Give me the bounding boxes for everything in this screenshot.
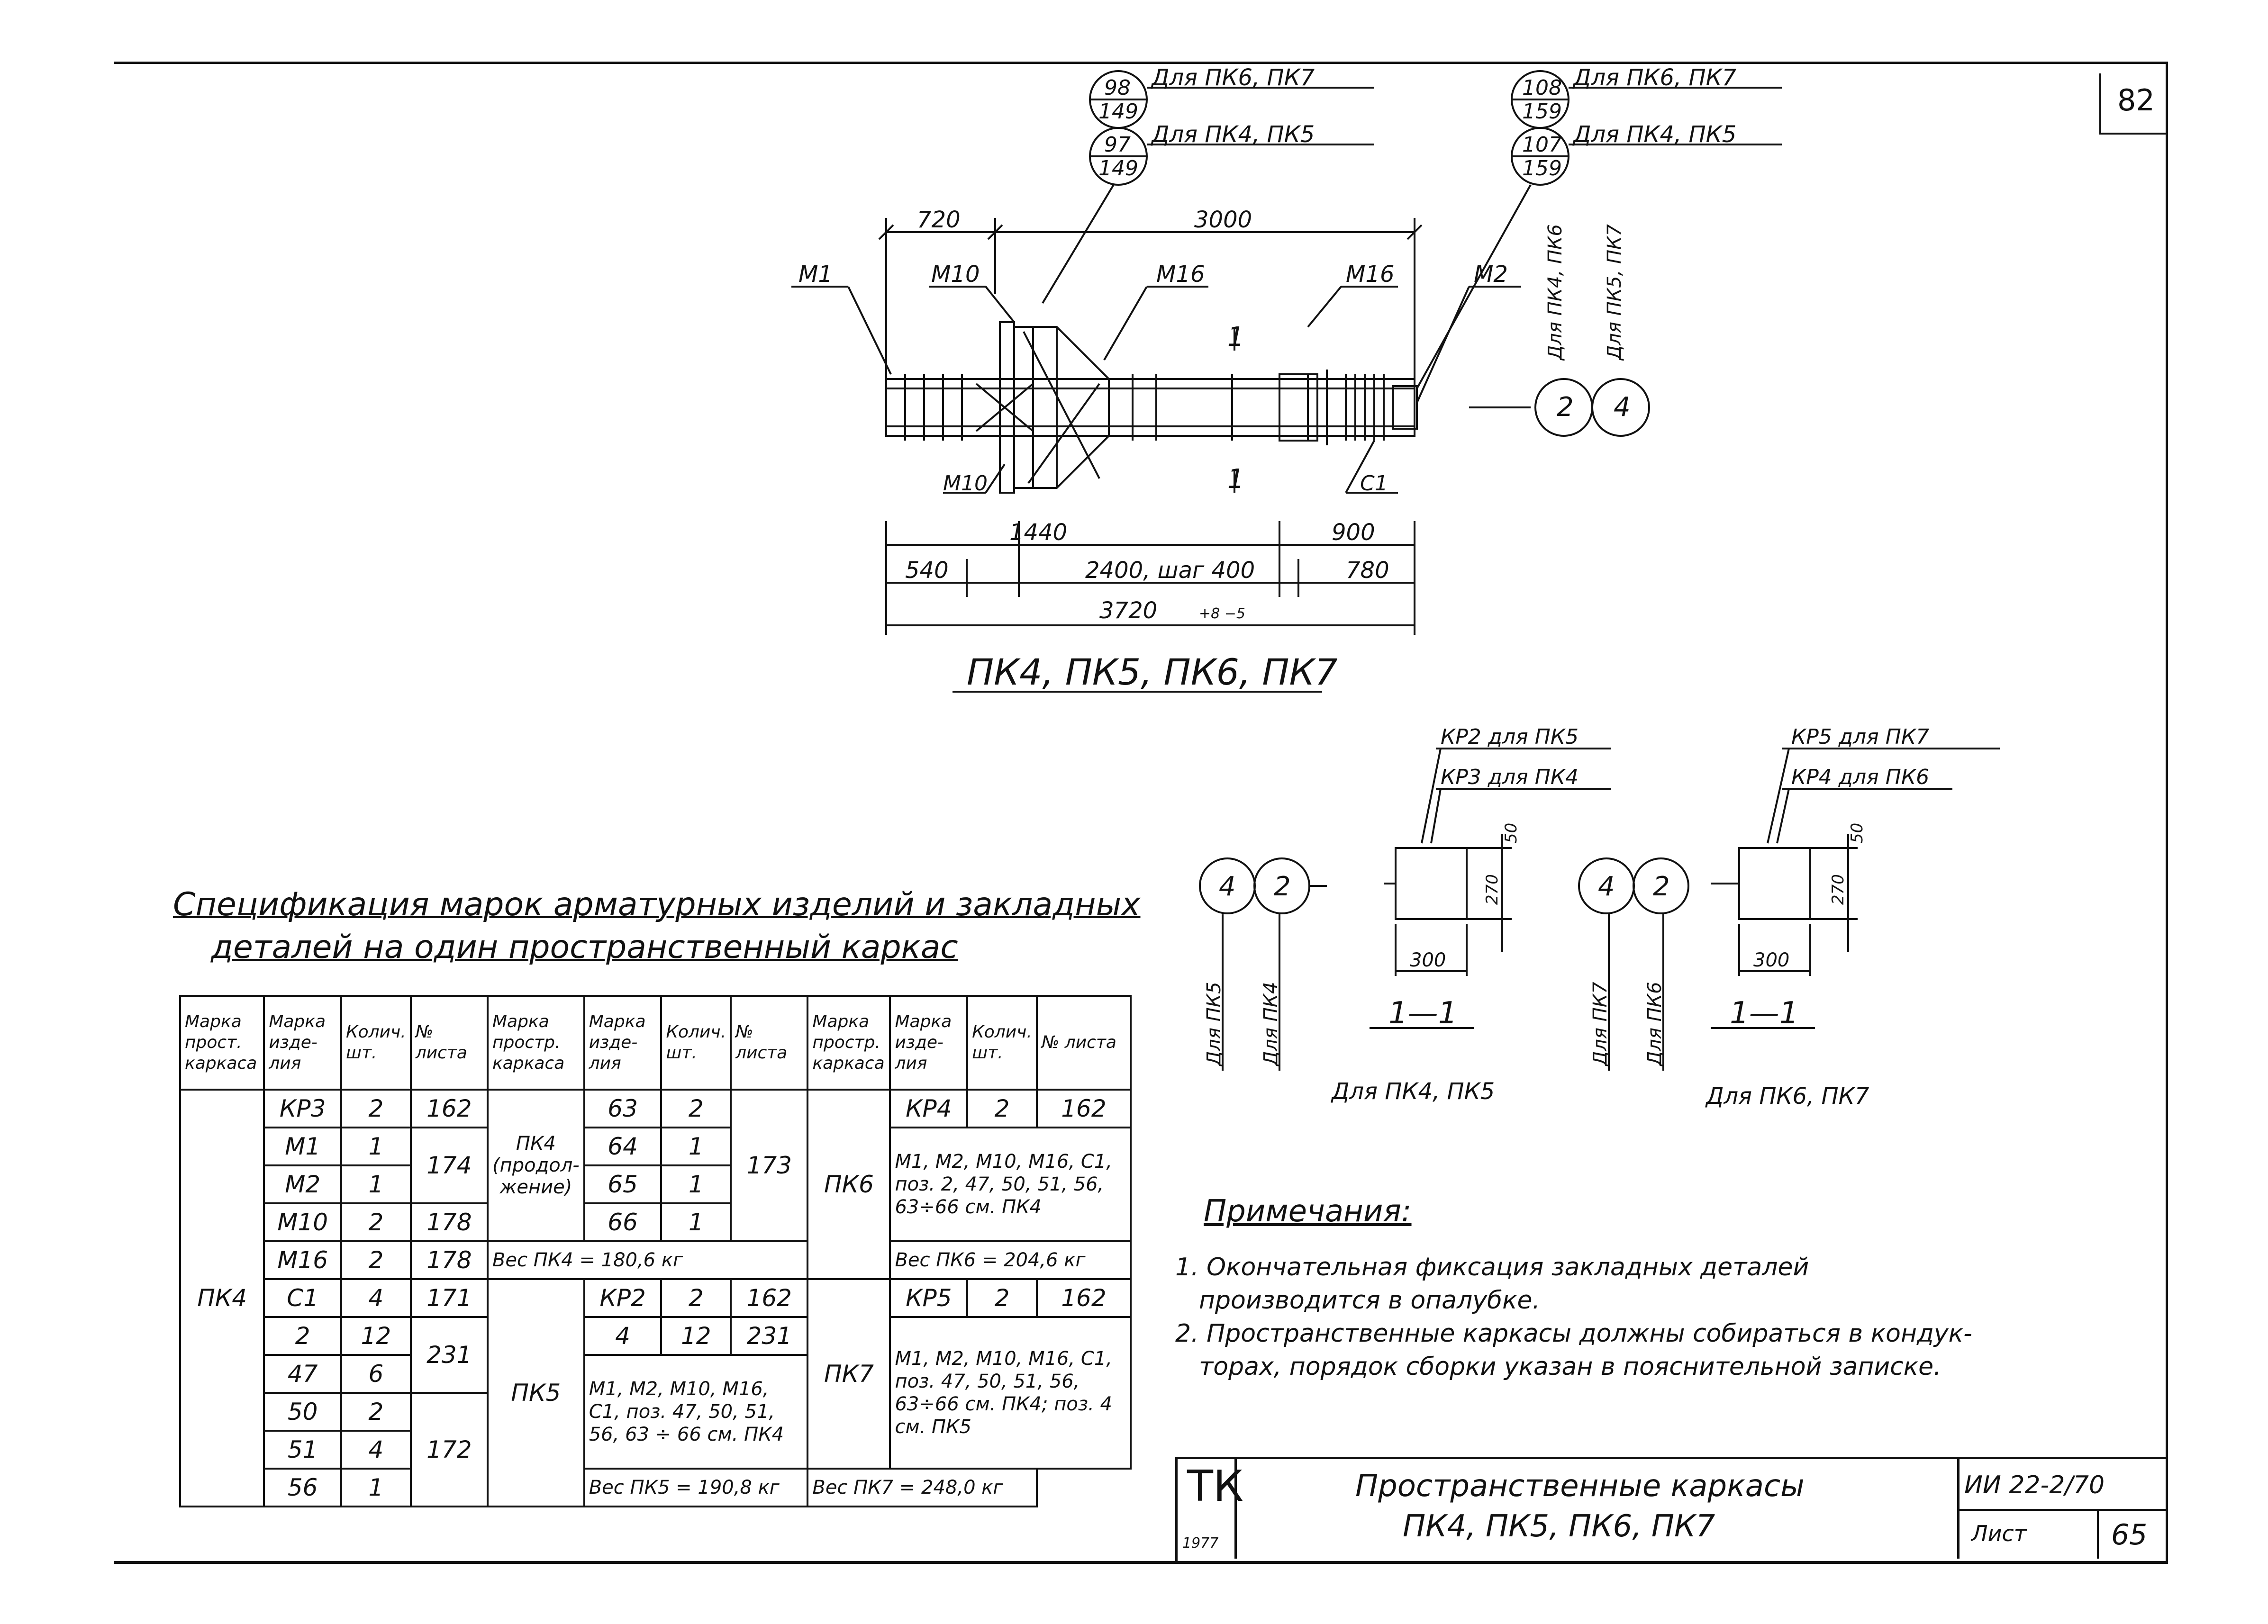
section-mark-bottom: 1 [1227,464,1244,495]
label-m1: М1 [798,261,833,288]
dim-900: 900 [1332,519,1375,546]
callout-rt-text: Для ПК6, ПК7 [1573,64,1737,91]
sheet: 162 [1037,1279,1131,1317]
title-block-title2: ПК4, ПК5, ПК6, ПК7 [1403,1509,1715,1544]
circle-4: 4 [1614,392,1631,423]
label-m16-left: М16 [1156,261,1205,288]
frame-pk7: ПК7 [807,1279,890,1469]
item: КР5 [890,1279,967,1317]
item: М16 [264,1241,341,1279]
header-sheet-3: № листа [1037,996,1131,1090]
s2-dim-270: 270 [1829,874,1848,905]
s1-dim-270: 270 [1483,874,1502,905]
note-1b: производится в опалубке. [1199,1286,1541,1315]
callout-rb-text: Для ПК4, ПК5 [1573,121,1737,148]
item: 64 [584,1128,662,1165]
qty: 2 [341,1090,411,1128]
s2-kp-a: КР5 для ПК7 [1791,725,1930,749]
qty: 2 [967,1279,1037,1317]
item: 50 [264,1393,341,1431]
spec-table [179,995,1132,1507]
year: 1977 [1182,1535,1219,1552]
item: 4 [584,1317,662,1355]
qty: 2 [967,1090,1037,1128]
header-qty-1: Колич. шт. [341,996,411,1090]
callout-rt-num: 108 [1522,76,1562,100]
s2-dim-50: 50 [1848,822,1867,843]
item: М10 [264,1203,341,1241]
label-m16-right: М16 [1346,261,1395,288]
main-drawing-title: ПК4, ПК5, ПК6, ПК7 [967,651,1338,693]
item: 63 [584,1090,662,1128]
sheet: 162 [731,1279,807,1317]
dim-tolerance: +8 −5 [1199,605,1245,622]
item: 47 [264,1355,341,1393]
s1-dim-300: 300 [1410,949,1446,971]
spec-title-line2: деталей на один пространственный каркас [211,929,958,966]
callout-rt-den: 159 [1522,99,1562,124]
item: 51 [264,1431,341,1469]
s2-circle-4: 4 [1598,871,1615,902]
s1-caption: Для ПК4, ПК5 [1332,1078,1495,1105]
qty: 1 [661,1165,731,1203]
sheet: 231 [411,1317,488,1393]
dim-780: 780 [1346,557,1389,584]
item: С1 [264,1279,341,1317]
item: М1 [264,1128,341,1165]
s2-section-label: 1—1 [1730,996,1799,1031]
weight-pk5: Вес ПК5 = 190,8 кг [584,1469,808,1507]
s2-kp-b: КР4 для ПК6 [1791,765,1930,789]
s1-vertical-2: Для ПК4 [1260,982,1282,1066]
dim-3000: 3000 [1194,207,1252,233]
item: 56 [264,1469,341,1507]
logo: ТК [1187,1462,1243,1511]
s1-dim-50: 50 [1502,822,1521,843]
qty: 1 [341,1165,411,1203]
s2-caption: Для ПК6, ПК7 [1706,1083,1869,1110]
label-m10-top: М10 [931,261,980,288]
dim-720: 720 [917,207,961,233]
notes-title: Примечания: [1204,1194,1412,1229]
frame-pk4: ПК4 [180,1090,264,1507]
sheet: 178 [411,1241,488,1279]
item: КР3 [264,1090,341,1128]
qty: 12 [661,1317,731,1355]
weight-pk7: Вес ПК7 = 248,0 кг [807,1469,1036,1507]
callout-lt-text: Для ПК6, ПК7 [1152,64,1315,91]
item: 2 [264,1317,341,1355]
callout-lb-num: 97 [1104,133,1131,157]
qty: 1 [341,1128,411,1165]
label-c1: С1 [1360,471,1388,496]
label-m2: М2 [1474,261,1508,288]
item: КР4 [890,1090,967,1128]
s2-vertical-1: Для ПК7 [1589,982,1611,1066]
qty: 4 [341,1431,411,1469]
qty: 2 [661,1279,731,1317]
callout-lt-num: 98 [1104,76,1131,100]
qty: 12 [341,1317,411,1355]
sheet: 231 [731,1317,807,1355]
header-frame-3: Марка простр. каркаса [807,996,890,1090]
frame-pk6: ПК6 [807,1090,890,1279]
sheet: 172 [411,1393,488,1507]
s1-circle-2: 2 [1274,871,1291,902]
sheet-number-bottom: 65 [2111,1518,2148,1552]
sheet: 174 [411,1128,488,1203]
callout-rb-den: 159 [1522,156,1562,180]
header-sheet-2: № листа [731,996,807,1090]
qty: 1 [341,1469,411,1507]
sheet: 171 [411,1279,488,1317]
section-mark-top: 1 [1227,322,1244,352]
header-qty-3: Колич. шт. [967,996,1037,1090]
sheet: 162 [411,1090,488,1128]
sheet-number: 82 [2117,83,2155,117]
dim-540: 540 [905,557,949,584]
s2-dim-300: 300 [1753,949,1790,971]
callout-lb-den: 149 [1098,156,1138,180]
item: М2 [264,1165,341,1203]
qty: 1 [661,1128,731,1165]
dim-1440: 1440 [1009,519,1068,546]
vertical-label-a: Для ПК4, ПК6 [1544,224,1566,360]
weight-pk6: Вес ПК6 = 204,6 кг [890,1241,1131,1279]
dim-2400: 2400, шаг 400 [1085,557,1255,584]
qty: 2 [341,1241,411,1279]
qty: 4 [341,1279,411,1317]
label-m10-bottom: М10 [943,471,988,496]
callout-lt-den: 149 [1098,99,1138,124]
qty: 2 [661,1090,731,1128]
s2-vertical-2: Для ПК6 [1644,982,1666,1066]
sheet-label: Лист [1971,1521,2027,1546]
callout-rb-num: 107 [1522,133,1562,157]
note-2b: торах, порядок сборки указан в пояснительной записке. [1199,1353,1941,1381]
qty: 2 [341,1203,411,1241]
item: КР2 [584,1279,662,1317]
header-frame-1: Марка прост. каркаса [180,996,264,1090]
note-2a: 2. Пространственные каркасы должны собираться в кондук- [1175,1319,1972,1348]
title-block-title1: Пространственные каркасы [1355,1469,1805,1504]
spec-title-line1: Спецификация марок арматурных изделий и закладных [173,886,1141,923]
s1-kp-b: КР3 для ПК4 [1441,765,1579,789]
ref-pk6: М1, М2, М10, М16, С1, поз. 2, 47, 50, 51, 56, 63÷66 см. ПК4 [890,1128,1131,1241]
qty: 2 [341,1393,411,1431]
item: 65 [584,1165,662,1203]
s1-vertical-1: Для ПК5 [1203,982,1225,1066]
s1-section-label: 1—1 [1388,996,1458,1031]
header-frame-2: Марка простр. каркаса [488,996,584,1090]
weight-pk4: Вес ПК4 = 180,6 кг [488,1241,807,1279]
callout-lb-text: Для ПК4, ПК5 [1152,121,1315,148]
qty: 1 [661,1203,731,1241]
circle-2: 2 [1557,392,1574,423]
header-sheet-1: № листа [411,996,488,1090]
qty: 6 [341,1355,411,1393]
frame-pk5: ПК5 [488,1279,584,1507]
ref-pk7: М1, М2, М10, М16, С1, поз. 47, 50, 51, 56, 63÷66 см. ПК4; поз. 4 см. ПК5 [890,1317,1131,1469]
ref-pk5: М1, М2, М10, М16, С1, поз. 47, 50, 51, 56, 63 ÷ 66 см. ПК4 [584,1355,808,1469]
item: 66 [584,1203,662,1241]
header-item-1: Марка изде- лия [264,996,341,1090]
header-qty-2: Колич. шт. [661,996,731,1090]
dim-3720: 3720 [1099,597,1158,624]
header-item-3: Марка изде- лия [890,996,967,1090]
sheet: 178 [411,1203,488,1241]
frame-pk4-cont: ПК4 (продол- жение) [488,1090,584,1241]
note-1a: 1. Окончательная фиксация закладных деталей [1175,1253,1809,1281]
header-item-2: Марка изде- лия [584,996,662,1090]
sheet: 173 [731,1090,807,1241]
document-code: ИИ 22-2/70 [1964,1471,2105,1499]
s2-circle-2: 2 [1653,871,1670,902]
s1-kp-a: КР2 для ПК5 [1441,725,1579,749]
sheet: 162 [1037,1090,1131,1128]
s1-circle-4: 4 [1219,871,1236,902]
vertical-label-b: Для ПК5, ПК7 [1604,224,1625,360]
